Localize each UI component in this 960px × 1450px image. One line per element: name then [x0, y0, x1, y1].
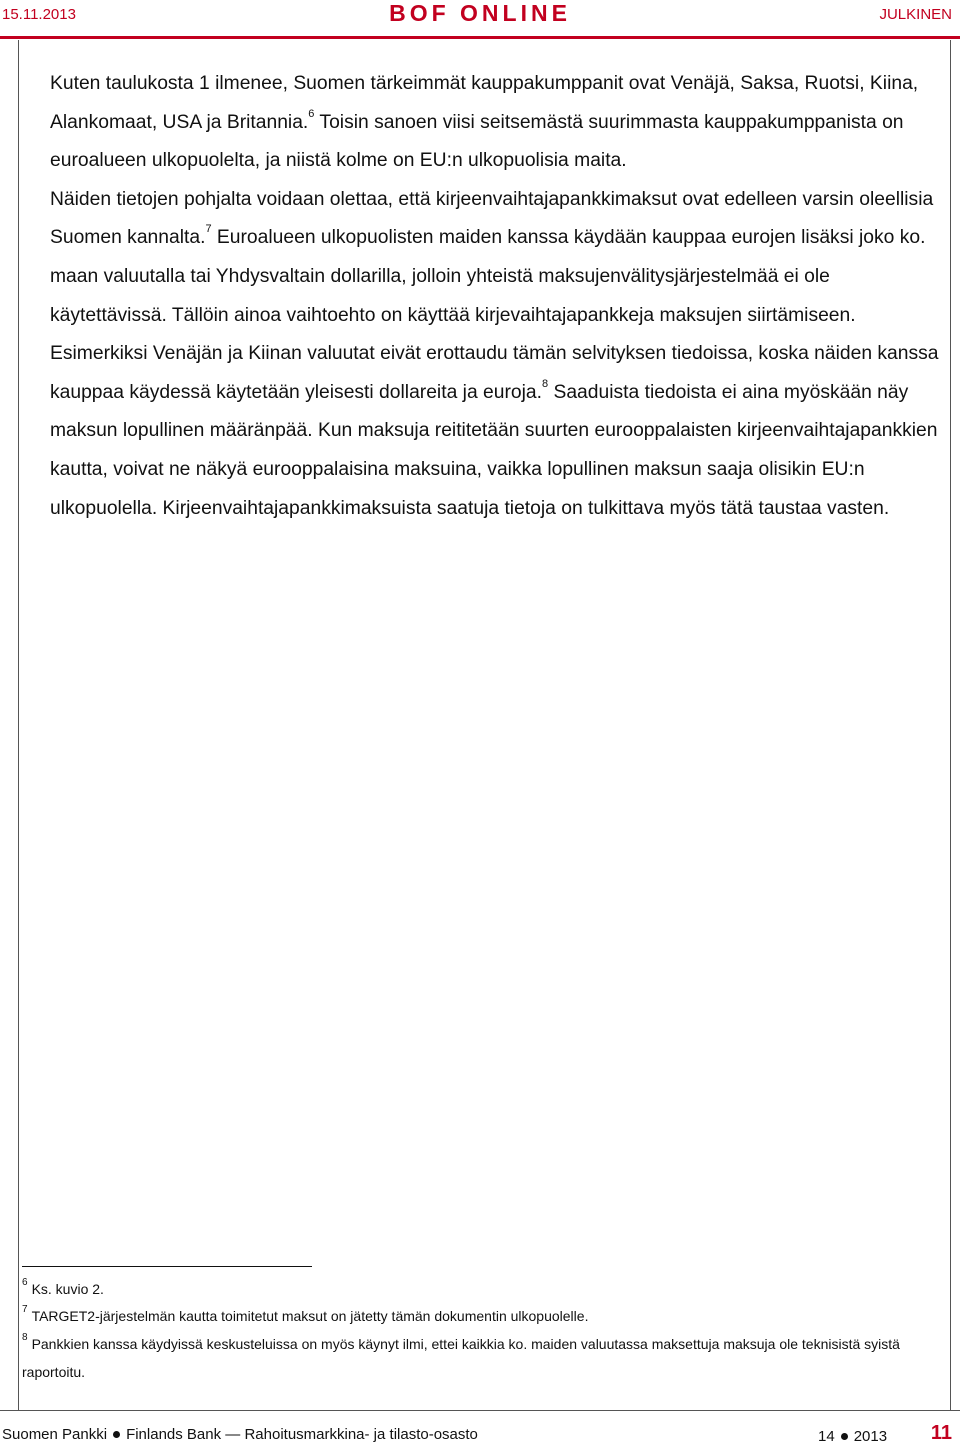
paragraph-2-text-end: Saaduista tiedoista ei aina myöskään näy maksun lopullinen määränpää. Kun maksuja reititetään suurten eurooppalaisten kirjeenvaihtajapankkien kautta, voivat ne näkyä eurooppalaisina maksuina, vaikka lopullinen maksun saaja olisikin EU:n ulkopuolella. Kirjeenvaihtajapankkimaksuista saatuja tietoja on tulkittava myös tätä taustaa vasten. [50, 381, 938, 519]
footer-org-line: Suomen Pankki Finlands Bank — Rahoitusmarkkina- ja tilasto-osasto [2, 1426, 478, 1443]
main-text [22, 65, 947, 528]
footnote-text: TARGET2-järjestelmän kautta toimitetut maksut on jätetty tämän dokumentin ulkopuolelle. [31, 1308, 589, 1324]
footer-org-fi: Suomen Pankki [2, 1426, 108, 1443]
page-number: 11 [930, 1422, 952, 1444]
header-date: 15.11.2013 [2, 6, 76, 23]
paragraph-1-text-cont: Toisin sanoen viisi seitsemästä suurimmasta kauppakumppanista on euroalueen ulkopuolelta, ja niistä kolme on EU:n ulkopuolisia maita. [50, 111, 904, 172]
footnote-ref-8[interactable]: 8 [541, 377, 549, 390]
footer-issue-info [818, 1428, 887, 1445]
paragraph-1-text: Kuten taulukosta 1 ilmenee, Suomen tärkeimmät kauppakumppanit ovat Venäjä, Saksa, Ruotsi, Kiina, Alankomaat, USA ja Britannia. [50, 73, 919, 133]
classification-label: JULKINEN [879, 6, 952, 23]
footer-department: Rahoitusmarkkina- ja tilasto-osasto [244, 1426, 478, 1443]
paragraph-2 [22, 181, 947, 528]
footer-org-sv: Finlands Bank [126, 1426, 222, 1443]
header-divider [0, 36, 960, 39]
footnote-text: Pankkien kanssa käydyissä keskusteluissa on myös käynyt ilmi, ettei kaikkia ko. maiden valuutassa maksettuja maksuja ole teknisistä syistä raportoitu. [22, 1336, 900, 1380]
footnote-7 [22, 1302, 942, 1330]
footnote-ref-6[interactable]: 6 [308, 107, 315, 120]
footnote-number: 8 [22, 1332, 28, 1343]
publication-title: BOF ONLINE [389, 0, 571, 26]
footnote-text: Ks. kuvio 2. [31, 1281, 104, 1297]
footnote-ref-7[interactable]: 7 [205, 223, 212, 236]
bullet-icon [113, 1431, 120, 1438]
issue-number: 14 [818, 1428, 835, 1445]
footnote-divider [22, 1266, 312, 1267]
paragraph-2-text: Näiden tietojen pohjalta voidaan olettaa, että kirjeenvaihtajapankkimaksut ovat edelleen varsin oleellisia Suomen kannalta. [50, 188, 934, 249]
footer-divider [0, 1410, 960, 1411]
footnote-6 [22, 1275, 942, 1303]
paragraph-2-text-cont: Euroalueen ulkopuolisten maiden kanssa käydään kauppaa eurojen lisäksi joko ko. maan valuutalla tai Yhdysvaltain dollarilla, jolloin yhteistä maksujenvälitysjärjestelmää ei ole käytettävissä. Tällöin ainoa vaihtoehto on käyttää kirjevaihtajapankkeja maksujen siirtämiseen. Esimerkiksi Venäjän ja Kiinan valuutat eivät erottaudu tämän selvityksen tiedoissa, koska näiden kanssa kauppaa käydessä käytetään yleisesti dollareita ja euroja. [50, 227, 939, 403]
issue-year: 2013 [853, 1428, 888, 1445]
bullet-icon [841, 1433, 848, 1440]
paragraph-1 [22, 65, 947, 181]
footnote-number: 6 [22, 1277, 28, 1288]
footnote-8 [22, 1330, 942, 1386]
footnote-number: 7 [22, 1304, 28, 1315]
